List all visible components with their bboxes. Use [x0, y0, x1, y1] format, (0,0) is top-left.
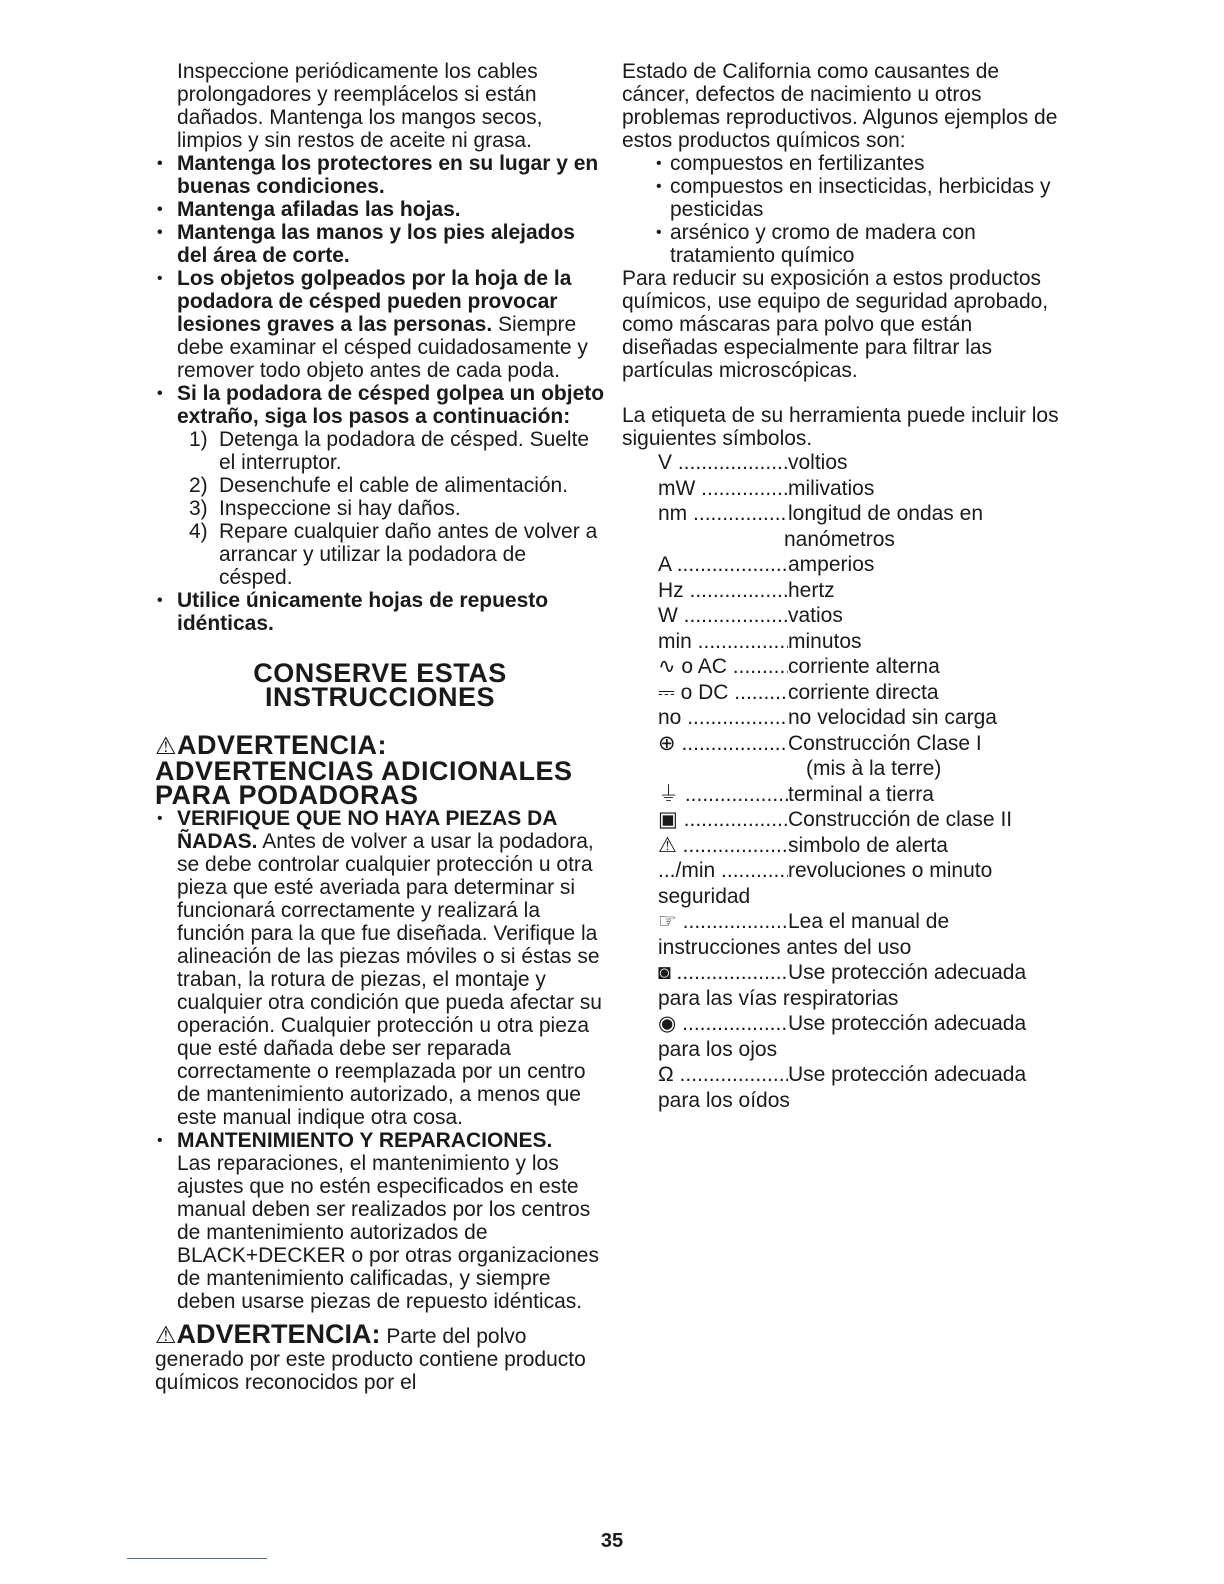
symbol-row	[622, 731, 1072, 757]
symbol-row	[622, 705, 1072, 731]
symbol-row	[622, 654, 1072, 680]
symbol-row	[622, 833, 1072, 859]
dust-warning-label: ADVERTENCIA:	[176, 1319, 381, 1349]
step-item	[189, 497, 605, 520]
symbol-desc: longitud de ondas en	[788, 502, 983, 525]
objects-text: Siempre debe examinar el césped cuidadosamente y remover todo objeto antes de cada poda.	[177, 313, 588, 382]
symbol-desc: amperios	[788, 553, 875, 576]
symbol-key: ⏚ .....	[658, 782, 788, 808]
symbol-row	[622, 1011, 1072, 1037]
chemical-list-item: • compuestos en fertilizantes	[622, 152, 1072, 175]
additional-warnings-heading	[155, 730, 605, 810]
symbol-key: ⎓ o DC .....	[658, 680, 788, 706]
symbol-key: ∿ o AC .....	[658, 654, 788, 680]
california-paragraph: Estado de California como causantes de cáncer, defectos de nacimiento u otros problemas reproductivos. Algunos ejemplos de estos productos químicos son:	[622, 60, 1058, 152]
symbol-key: min .....	[658, 629, 788, 655]
symbol-continuation: instrucciones antes del uso	[658, 935, 912, 959]
step-number: 4)	[189, 520, 208, 543]
symbol-desc: simbolo de alerta	[788, 833, 948, 857]
step-item	[189, 520, 605, 589]
verify-text: Antes de volver a usar la podadora, se debe controlar cualquier protección u otra pieza que esté averiada para determinar si funcionará correctamente y realizará la función para la que fue diseñada. Verifique la alineación de las piezas móviles o si éstas se traban, la rotura de piezas, el montaje y cualquier otra condición que pueda afectar su operación. Cualquier protección u otra pieza que esté dañada debe ser reparada correctamente o reemplazada por un centro de mantenimiento autorizado, a menos que este manual indique otra cosa.	[177, 830, 602, 1129]
warning-title-line-3: PARA PODADORAS	[155, 780, 419, 810]
symbol-row	[622, 501, 1072, 527]
right-column	[622, 60, 1072, 1113]
step-text: Inspeccione si hay daños.	[219, 497, 461, 520]
step-item	[189, 428, 605, 474]
symbols-intro: La etiqueta de su herramienta puede incluir los siguientes símbolos.	[622, 404, 1059, 450]
symbol-key: ⚠ .....	[658, 833, 788, 859]
symbol-desc: terminal a tierra	[788, 782, 934, 806]
symbol-key: A .....	[658, 552, 788, 578]
page-number: 35	[600, 1530, 624, 1552]
foreign-object-bullet: • Si la podadora de césped golpea un objeto extraño, siga los pasos a continuación:	[155, 382, 605, 428]
warning-title-line-2: ADVERTENCIAS ADICIONALES	[155, 756, 573, 786]
symbol-row	[622, 578, 1072, 604]
conserve-heading	[155, 658, 605, 712]
symbol-desc: voltios	[788, 451, 848, 474]
symbol-key: ⊕ .....	[658, 731, 788, 757]
symbol-key: Hz .....	[658, 578, 788, 604]
symbol-row	[622, 858, 1072, 884]
symbol-row	[622, 629, 1072, 655]
symbol-desc: milivatios	[788, 476, 875, 500]
chemical-list-item: • compuestos en insecticidas, herbicidas y pesticidas	[622, 175, 1072, 221]
symbol-row	[622, 680, 1072, 706]
step-text: Desenchufe el cable de alimentación.	[219, 474, 569, 497]
symbol-desc: Construcción de clase II	[788, 808, 1013, 831]
symbol-row	[622, 807, 1072, 833]
reduce-exposure-paragraph: Para reducir su exposición a estos productos químicos, use equipo de seguridad aprobado, como máscaras para polvo que están diseñadas especialmente para filtrar las partículas microscópicas.	[622, 267, 1049, 382]
symbol-desc: hertz	[788, 578, 835, 602]
maintenance-bold: MANTENIMIENTO Y REPARACIONES.	[177, 1129, 553, 1152]
ear-protection-icon: Ω .....	[658, 1062, 788, 1088]
symbol-desc: Construcción Clase I	[788, 731, 982, 755]
symbol-row	[622, 603, 1072, 629]
left-column	[155, 60, 605, 1394]
symbol-row	[622, 782, 1072, 808]
conserve-line-2: INSTRUCCIONES	[264, 682, 495, 712]
symbol-desc: corriente directa	[788, 680, 939, 704]
step-number: 2)	[189, 474, 208, 497]
symbols-table	[622, 450, 1072, 1113]
symbol-continuation: para las vías respiratorias	[658, 986, 899, 1010]
verify-bold: VERIFIQUE QUE NO HAYA PIEZAS DA ÑADAS.	[177, 807, 557, 853]
symbol-key: W .....	[658, 603, 788, 629]
blades-bullet: • Mantenga afiladas las hojas.	[155, 198, 605, 221]
symbol-continuation: para los ojos	[658, 1037, 778, 1061]
symbol-row	[622, 1062, 1072, 1088]
symbol-desc: no velocidad sin carga	[788, 706, 997, 729]
symbol-row	[622, 476, 1072, 502]
symbol-desc: Use protección adecuada	[788, 1063, 1027, 1086]
manual-icon: ☞ .....	[658, 909, 788, 935]
symbol-desc: Lea el manual de	[788, 910, 950, 933]
warning-label: ADVERTENCIA:	[177, 730, 388, 760]
symbol-key: mW .....	[658, 476, 788, 502]
step-number: 1)	[189, 428, 208, 451]
symbol-row	[622, 552, 1072, 578]
symbol-key: nm .....	[658, 501, 788, 527]
symbol-continuation: seguridad	[658, 884, 751, 908]
guards-bullet: • Mantenga los protectores en su lugar y en buenas condiciones.	[155, 152, 605, 198]
symbol-key: .../min .....	[658, 858, 788, 884]
step-item	[189, 474, 605, 497]
step-text: Detenga la podadora de césped. Suelte el interruptor.	[219, 428, 590, 474]
footer-rule	[127, 1558, 267, 1559]
symbol-key: ▣ .....	[658, 807, 788, 833]
dust-warning	[155, 1319, 605, 1394]
symbol-desc: corriente alterna	[788, 655, 940, 678]
step-number: 3)	[189, 497, 208, 520]
eye-protection-icon: ◉ .....	[658, 1011, 788, 1037]
dust-warning-text: Parte del polvo generado por este producto contiene producto químicos reconocidos por el	[155, 1325, 586, 1394]
steps-list	[155, 428, 605, 589]
conserve-line-1: CONSERVE ESTAS	[253, 658, 507, 688]
maintenance-text: Las reparaciones, el mantenimiento y los ajustes que no estén especificados en este manual deben ser realizados por los centros de mantenimiento autorizados de BLACK+DECKER o por otras organizaciones de mantenimiento calificadas, y siempre deben usarse piezas de repuesto idénticas.	[177, 1152, 599, 1313]
symbol-desc: revoluciones o minuto	[788, 859, 993, 882]
cords-paragraph: Inspeccione periódicamente los cables prolongadores y reemplácelos si están dañados. Mantenga los mangos secos, limpios y sin restos de aceite ni grasa.	[177, 60, 543, 152]
hands-bullet: • Mantenga las manos y los pies alejados del área de corte.	[155, 221, 605, 267]
verify-bullet	[155, 807, 605, 1129]
replacement-blades-bullet: • Utilice únicamente hojas de repuesto idénticas.	[155, 589, 605, 635]
symbol-desc: vatios	[788, 604, 843, 627]
objects-bold: Los objetos golpeados por la hoja de la podadora de césped pueden provocar lesiones graves a las personas.	[177, 267, 572, 336]
symbol-continuation: para los oídos	[658, 1088, 790, 1112]
symbol-row	[622, 960, 1072, 986]
symbol-row	[622, 450, 1072, 476]
symbol-desc: Use protección adecuada	[788, 961, 1027, 984]
symbol-row	[622, 909, 1072, 935]
step-text: Repare cualquier daño antes de volver a arrancar y utilizar la podadora de césped.	[219, 520, 598, 589]
symbol-desc: minutos	[788, 629, 862, 653]
respirator-icon: ◙ .....	[658, 960, 788, 986]
objects-bullet	[155, 267, 605, 382]
warning-triangle-icon: ⚠	[155, 733, 178, 760]
maintenance-bullet	[155, 1129, 605, 1313]
symbol-key: V .....	[658, 450, 788, 476]
symbol-key: no .....	[658, 705, 788, 731]
symbol-continuation: (mis à la terre)	[806, 757, 942, 780]
warning-triangle-icon: ⚠	[155, 1322, 177, 1349]
symbol-continuation: nanómetros	[784, 527, 895, 551]
chemical-list-item: • arsénico y cromo de madera con tratamiento químico	[622, 221, 1072, 267]
symbol-desc: Use protección adecuada	[788, 1012, 1027, 1035]
